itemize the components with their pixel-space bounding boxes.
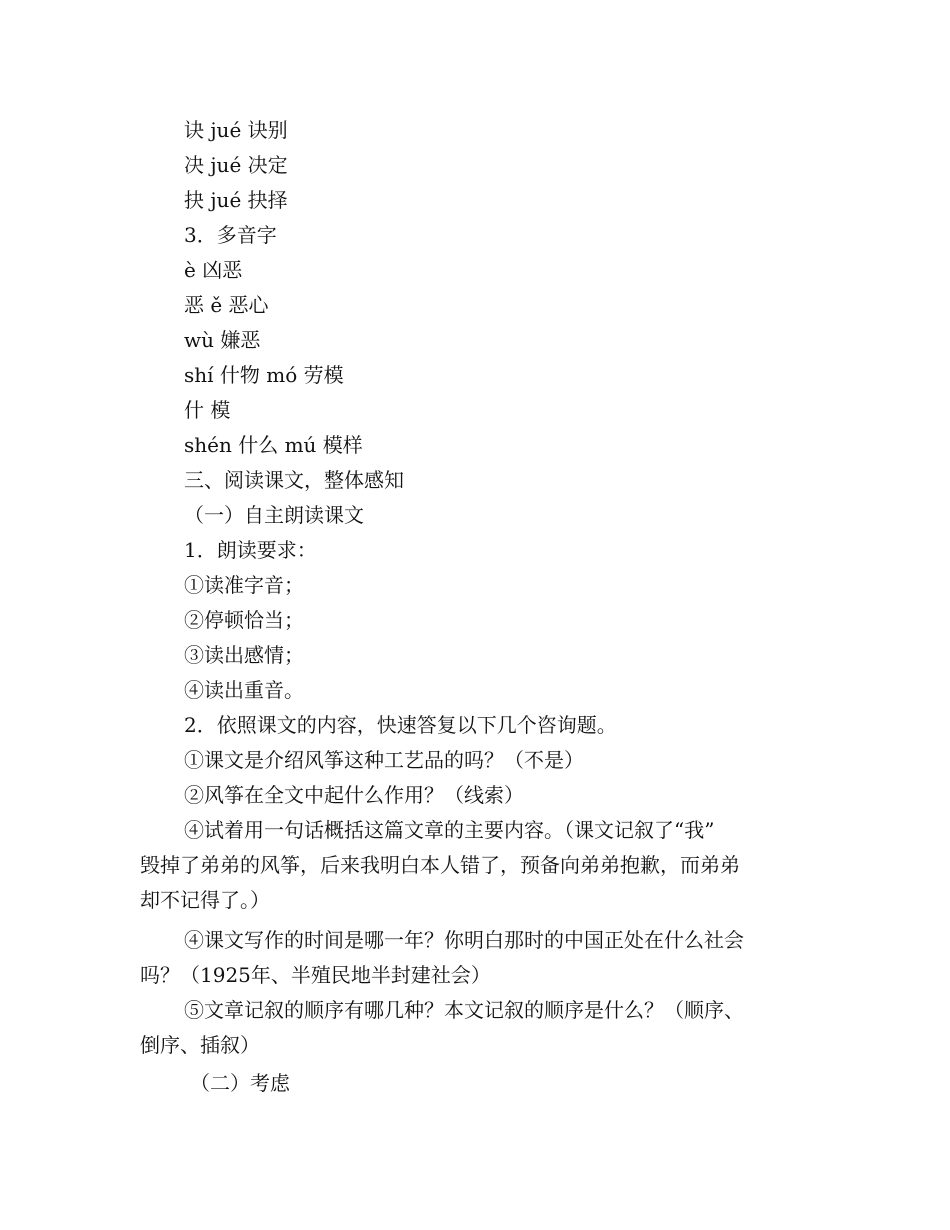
requirement-item-3: ③读出感情； [184,643,304,667]
section-heading-polyphones: 3．多音字 [184,223,277,247]
requirement-item-2: ②停顿恰当； [184,608,304,632]
subsection-heading-2: （二）考虑 [190,1071,290,1095]
polyphone-line-e-2: 恶 ě 恶心 [184,293,269,317]
question-item-3-line-3: 却不记得了。） [140,888,270,912]
question-item-4-line-2: 吗？（1925年、半殖民地半封建社会） [140,963,491,987]
polyphone-line-shen-mu: shén 什么 mú 模样 [184,433,363,457]
polyphone-line-chars: 什 模 [184,398,231,422]
questions-heading: 2．依照课文的内容，快速答复以下几个咨询题。 [184,713,617,737]
question-item-5-line-2: 倒序、插叙） [140,1033,260,1057]
vocab-line-jue-1: 诀 jué 诀别 [184,118,288,142]
question-item-3-line-2: 毁掉了弟弟的风筝，后来我明白本人错了，预备向弟弟抱歉，而弟弟 [140,853,740,877]
vocab-line-jue-3: 抉 jué 抉择 [184,188,288,212]
polyphone-line-shi-mo: shí 什物 mó 劳模 [184,363,344,387]
section-heading-reading: 三、阅读课文，整体感知 [184,468,404,492]
question-item-1: ①课文是介绍风筝这种工艺品的吗？（不是） [184,748,584,772]
subsection-heading-1: （一）自主朗读课文 [184,503,364,527]
requirement-item-4: ④读出重音。 [184,678,304,702]
polyphone-line-e-3: wù 嫌恶 [184,328,261,352]
polyphone-line-e-1: è 凶恶 [184,258,243,282]
question-item-2: ②风筝在全文中起什么作用？（线索） [184,783,524,807]
vocab-line-jue-2: 决 jué 决定 [184,153,288,177]
requirement-item-1: ①读准字音； [184,573,304,597]
question-item-3-line-1: ④试着用一句话概括这篇文章的主要内容。（课文记叙了“我” [184,818,715,842]
question-item-4-line-1: ④课文写作的时间是哪一年？你明白那时的中国正处在什么社会 [184,928,744,952]
reading-requirements-heading: 1．朗读要求： [184,538,317,562]
question-item-5-line-1: ⑤文章记叙的顺序有哪几种？本文记叙的顺序是什么？（顺序、 [184,998,744,1022]
